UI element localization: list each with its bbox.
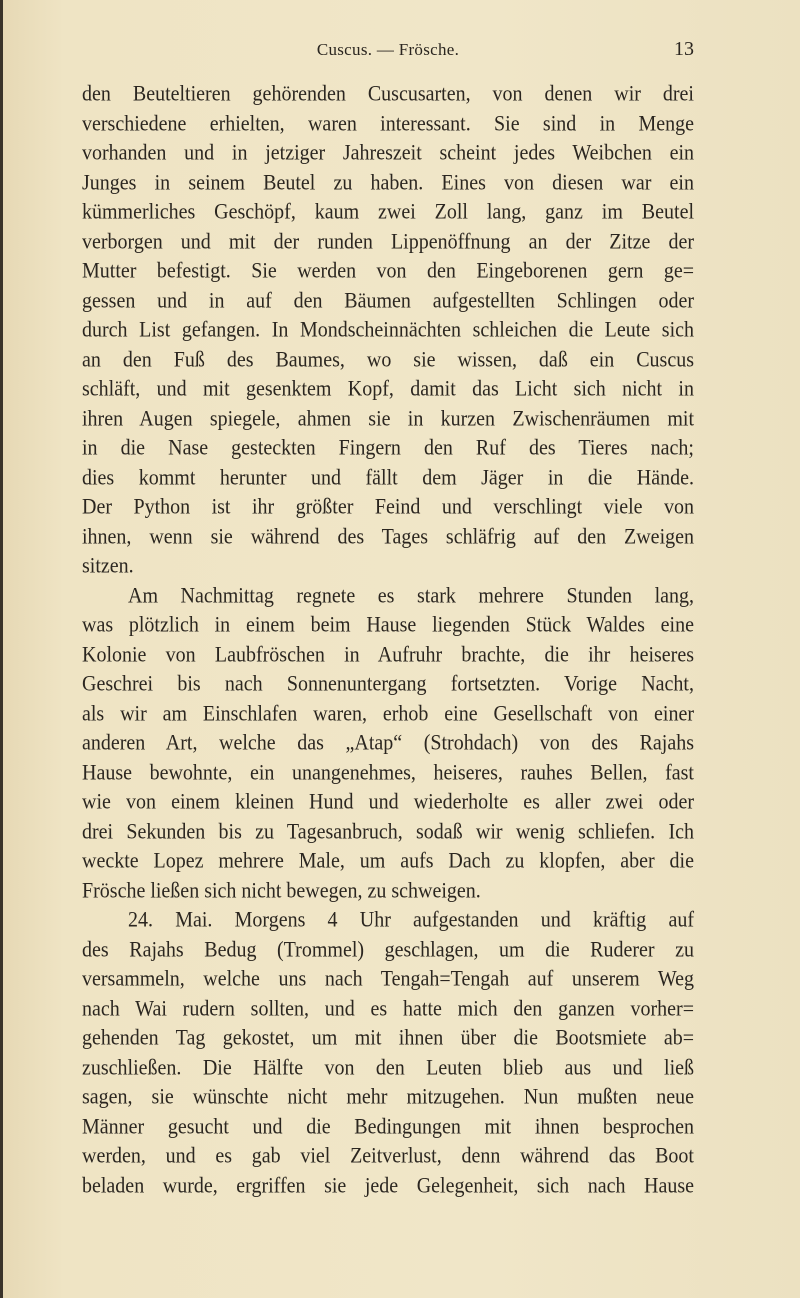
text-line: sagen, sie wünschte nicht mehr mitzugehen. Nun mußten neue bbox=[82, 1084, 694, 1110]
text-line: Geschrei bis nach Sonnenuntergang fortsetzten. Vorige Nacht, bbox=[82, 671, 694, 697]
page-edge bbox=[0, 0, 3, 1298]
text-line: Männer gesucht und die Bedingungen mit ihnen besprochen bbox=[82, 1114, 694, 1139]
text-line: gehenden Tag gekostet, um mit ihnen über die Bootsmiete ab= bbox=[82, 1025, 694, 1051]
text-line: kümmerliches Geschöpf, kaum zwei Zoll lang, ganz im Beutel bbox=[82, 199, 694, 225]
body-text bbox=[82, 80, 694, 1201]
text-line: 24. Mai. Morgens 4 Uhr aufgestanden und kräftig auf bbox=[128, 907, 694, 933]
text-line: den Beuteltieren gehörenden Cuscusarten, von denen wir drei bbox=[82, 81, 694, 107]
text-line: dies kommt herunter und fällt dem Jäger in die Hände. bbox=[82, 465, 694, 490]
text-line: verschiedene erhielten, waren interessant. Sie sind in Menge bbox=[82, 111, 694, 136]
text-line: des Rajahs Bedug (Trommel) geschlagen, um die Ruderer zu bbox=[82, 937, 694, 962]
text-line: als wir am Einschlafen waren, erhob eine Gesellschaft von einer bbox=[82, 701, 694, 726]
text-line: schläft, und mit gesenktem Kopf, damit das Licht sich nicht in bbox=[82, 376, 694, 402]
text-line: weckte Lopez mehrere Male, um aufs Dach zu klopfen, aber die bbox=[82, 848, 694, 874]
text-line: ihnen, wenn sie während des Tages schläfrig auf den Zweigen bbox=[82, 524, 694, 549]
text-line: drei Sekunden bis zu Tagesanbruch, sodaß wir wenig schliefen. Ich bbox=[82, 819, 694, 844]
text-line: gessen und in auf den Bäumen aufgestellten Schlingen oder bbox=[82, 288, 694, 313]
running-title: Cuscus. — Frösche. bbox=[316, 40, 460, 59]
text-line: werden, und es gab viel Zeitverlust, denn während das Boot bbox=[82, 1143, 694, 1169]
text-line: Frösche ließen sich nicht bewegen, zu schweigen. bbox=[82, 878, 481, 903]
text-line: beladen wurde, ergriffen sie jede Gelegenheit, sich nach Hause bbox=[82, 1173, 694, 1198]
text-line: Der Python ist ihr größter Feind und verschlingt viele von bbox=[82, 494, 694, 520]
text-line: wie von einem kleinen Hund und wiederholte es aller zwei oder bbox=[82, 789, 694, 815]
text-line: Junges in seinem Beutel zu haben. Eines von diesen war ein bbox=[82, 170, 694, 195]
text-line: Hause bewohnte, ein unangenehmes, heiseres, rauhes Bellen, fast bbox=[82, 760, 694, 785]
text-line: verborgen und mit der runden Lippenöffnung an der Zitze der bbox=[82, 229, 694, 254]
text-line: in die Nase gesteckten Fingern den Ruf des Tieres nach; bbox=[82, 435, 694, 461]
text-line: zuschließen. Die Hälfte von den Leuten blieb aus und ließ bbox=[82, 1055, 694, 1080]
text-line: was plötzlich in einem beim Hause liegenden Stück Waldes eine bbox=[82, 612, 694, 638]
text-line: ihren Augen spiegele, ahmen sie in kurzen Zwischenräumen mit bbox=[82, 406, 694, 431]
text-line: an den Fuß des Baumes, wo sie wissen, daß ein Cuscus bbox=[82, 347, 694, 372]
text-line: anderen Art, welche das „Atap“ (Strohdach) von des Rajahs bbox=[82, 730, 694, 756]
text-line: Am Nachmittag regnete es stark mehrere Stunden lang, bbox=[128, 583, 694, 608]
page-number: 13 bbox=[674, 38, 694, 60]
page-header bbox=[82, 40, 694, 68]
text-line: Mutter befestigt. Sie werden von den Eingeborenen gern ge= bbox=[82, 258, 694, 284]
text-line: durch List gefangen. In Mondscheinnächten schleichen die Leute sich bbox=[82, 317, 694, 343]
text-line: Kolonie von Laubfröschen in Aufruhr brachte, die ihr heiseres bbox=[82, 642, 694, 667]
text-line: versammeln, welche uns nach Tengah=Tengah auf unserem Weg bbox=[82, 966, 694, 992]
text-line: nach Wai rudern sollten, und es hatte mich den ganzen vorher= bbox=[82, 996, 694, 1021]
text-line: vorhanden und in jetziger Jahreszeit scheint jedes Weibchen ein bbox=[82, 140, 694, 166]
text-line: sitzen. bbox=[82, 553, 134, 579]
